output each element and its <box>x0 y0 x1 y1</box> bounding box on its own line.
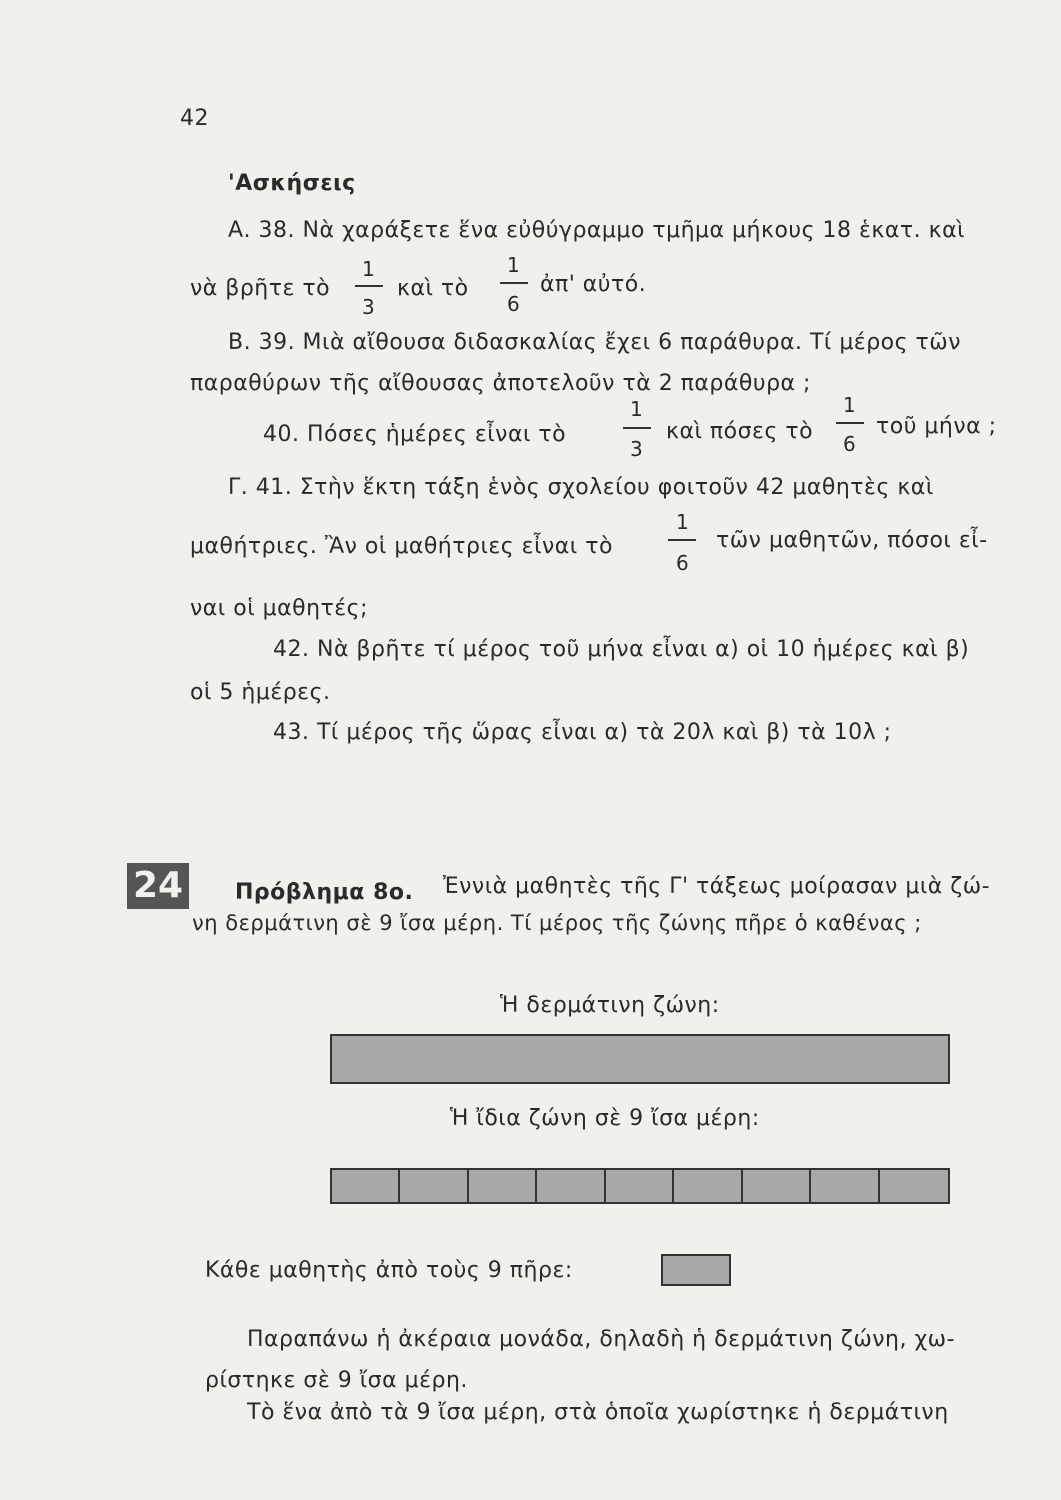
ex38-frac2-num: 1 <box>507 253 520 277</box>
ex42-line1: 42. Νὰ βρῆτε τί μέρος τοῦ μήνα εἶναι α) οἱ 10 ἡμέρες καὶ β) <box>273 637 970 662</box>
ex38-part-c: ἀπ' αὐτό. <box>540 272 647 297</box>
ex41-frac-num: 1 <box>676 510 689 534</box>
ex41-part-a: μαθήτριες. Ἂν οἱ μαθήτριες εἶναι τὸ <box>190 534 613 559</box>
whole-belt-label: Ἡ δερμάτινη ζώνη: <box>500 993 720 1018</box>
belt-segment-divider <box>809 1170 811 1202</box>
whole-belt-bar <box>330 1034 950 1084</box>
belt-segment-divider <box>467 1170 469 1202</box>
parts-belt-label: Ἡ ἴδια ζώνη σὲ 9 ἴσα μέρη: <box>450 1106 760 1131</box>
each-student-label: Κάθε μαθητὴς ἀπὸ τοὺς 9 πῆρε: <box>205 1258 573 1283</box>
ex43-line1: 43. Τί μέρος τῆς ὥρας εἶναι α) τὰ 20λ καὶ β) τὰ 10λ ; <box>273 720 892 745</box>
para1-line2: ρίστηκε σὲ 9 ἴσα μέρη. <box>205 1368 468 1393</box>
page-number: 42 <box>180 106 209 131</box>
ex42-line2: οἱ 5 ἡμέρες. <box>190 680 331 705</box>
problem-text2: νη δερμάτινη σὲ 9 ἴσα μέρη. Τί μέρος τῆς ζώνης πῆρε ὁ καθένας ; <box>192 911 922 935</box>
ex41-frac-bar <box>668 539 696 541</box>
ex38-frac2-den: 6 <box>507 292 520 316</box>
ex41-line3: ναι οἱ μαθητές; <box>190 596 368 621</box>
exercises-heading: 'Ασκήσεις <box>228 171 356 196</box>
ex40-frac2-bar <box>836 422 864 424</box>
section-badge: 24 <box>127 863 189 909</box>
ex40-part-c: τοῦ μήνα ; <box>876 414 997 439</box>
ex39-line1: Β. 39. Μιὰ αἴθουσα διδασκαλίας ἔχει 6 παράθυρα. Τί μέρος τῶν <box>228 330 961 355</box>
parts-belt-bar <box>330 1168 950 1204</box>
single-part-box <box>661 1254 731 1286</box>
belt-segment-divider <box>672 1170 674 1202</box>
ex40-part-b: καὶ πόσες τὸ <box>666 419 814 444</box>
para2-line1: Τὸ ἕνα ἀπὸ τὰ 9 ἴσα μέρη, στὰ ὁποῖα χωρίστηκε ἡ δερμάτινη <box>247 1400 949 1425</box>
belt-segment-divider <box>604 1170 606 1202</box>
belt-segment-divider <box>535 1170 537 1202</box>
belt-segment-divider <box>878 1170 880 1202</box>
belt-segment-divider <box>398 1170 400 1202</box>
ex40-frac1-den: 3 <box>630 437 643 461</box>
ex40-frac1-bar <box>623 427 651 429</box>
ex41-line1: Γ. 41. Στὴν ἕκτη τάξη ἑνὸς σχολείου φοιτοῦν 42 μαθητὲς καὶ <box>228 475 934 500</box>
ex40-frac2-num: 1 <box>843 393 856 417</box>
ex39-line2: παραθύρων τῆς αἴθουσας ἀποτελοῦν τὰ 2 παράθυρα ; <box>190 371 811 396</box>
problem-text1: Ἐννιὰ μαθητὲς τῆς Γ' τάξεως μοίρασαν μιὰ ζώ- <box>443 874 991 899</box>
ex38-frac1-bar <box>355 285 383 287</box>
ex40-frac1-num: 1 <box>630 397 643 421</box>
ex38-frac1-num: 1 <box>362 257 375 281</box>
ex38-frac1-den: 3 <box>362 295 375 319</box>
ex38-frac2-bar <box>500 282 528 284</box>
ex40-frac2-den: 6 <box>843 432 856 456</box>
problem-title: Πρόβλημα 8ο. <box>235 880 414 905</box>
ex41-part-b: τῶν μαθητῶν, πόσοι εἶ- <box>716 528 988 553</box>
ex38-part-a: νὰ βρῆτε τὸ <box>190 276 331 301</box>
ex38-line1: Α. 38. Νὰ χαράξετε ἕνα εὐθύγραμμο τμῆμα μήκους 18 ἑκατ. καὶ <box>228 218 966 243</box>
para1-line1: Παραπάνω ἡ ἀκέραια μονάδα, δηλαδὴ ἡ δερμάτινη ζώνη, χω- <box>247 1327 956 1352</box>
ex41-frac-den: 6 <box>676 551 689 575</box>
belt-segment-divider <box>741 1170 743 1202</box>
ex38-part-b: καὶ τὸ <box>397 276 469 301</box>
ex40-part-a: 40. Πόσες ἡμέρες εἶναι τὸ <box>263 422 567 447</box>
